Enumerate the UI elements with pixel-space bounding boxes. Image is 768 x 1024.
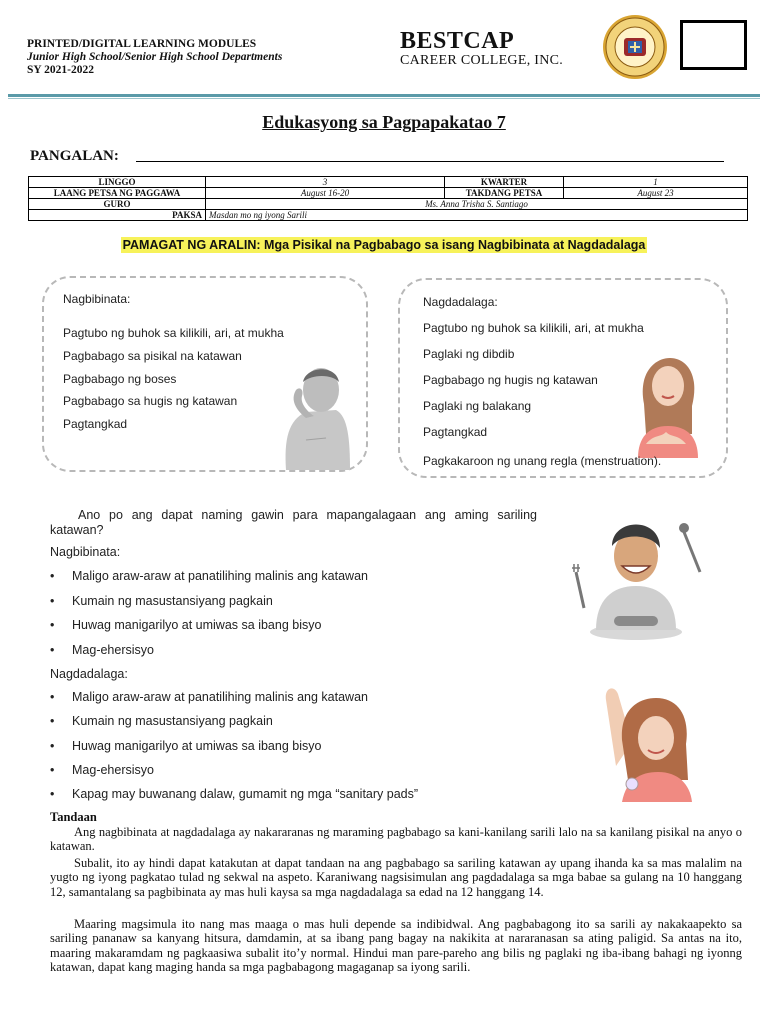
header-line-3: SY 2021-2022 — [27, 64, 94, 76]
tandaan-paragraph-2: Subalit, ito ay hindi dapat katakutan at dapat tandaan na ang pagbabago sa sariling katawan ay upang ihanda ka sa mas malalim na yugto ng iyong pagkatao tulad ng sekwal na aspeto. Karaniwang nagsisimulan ang pagdadalaga sa mga babae sa gulang na 10 hanggang 12, samantalang sa pagbibinata ay mas huli kaysa sa mga nagdadalaga sa edad na 12 hanggang 14. — [50, 856, 742, 899]
boy-scratching-illustration — [266, 360, 362, 470]
list-item-text: Mag-ehersisyo — [72, 643, 154, 657]
laang-value: August 16-20 — [206, 188, 445, 199]
kwarter-label: KWARTER — [445, 177, 564, 188]
list-item-text: Kapag may buwanang dalaw, gumamit ng mga “sanitary pads” — [72, 787, 419, 801]
list-item — [50, 714, 273, 728]
list-item-text: Maligo araw-araw at panatilihing malinis ang katawan — [72, 569, 368, 583]
takdang-value: August 23 — [564, 188, 748, 199]
name-blank-line[interactable] — [136, 161, 724, 162]
tandaan-heading: Tandaan — [50, 810, 97, 824]
girl-armpit-illustration — [592, 680, 702, 802]
list-item: Pagtangkad — [423, 425, 488, 439]
document-title: Edukasyong sa Pagpapakatao 7 — [262, 112, 506, 132]
girl-illustration — [620, 354, 716, 458]
school-seal-logo — [602, 14, 668, 80]
list-item-text: Kumain ng masustansiyang pagkain — [72, 594, 273, 608]
tandaan-paragraph-1: Ang nagbibinata at nagdadalaga ay nakararanas ng maraming pagbabago sa kani-kanilang sarili lalo na sa kanilang pisikal na anyo o katawan. — [50, 825, 742, 854]
bullet-icon: • — [50, 690, 55, 704]
list-item — [50, 787, 419, 801]
list-item: Pagbabago ng boses — [63, 372, 177, 386]
list-item — [50, 569, 368, 583]
list-item — [50, 690, 368, 704]
takdang-label: TAKDANG PETSA — [445, 188, 564, 199]
table-row — [29, 177, 748, 188]
care-boy-title: Nagbibinata: — [50, 545, 121, 559]
table-row — [29, 210, 748, 221]
brand-name: BESTCAP — [400, 28, 515, 54]
list-item-text: Mag-ehersisyo — [72, 763, 154, 777]
header-line-1: PRINTED/DIGITAL LEARNING MODULES — [27, 38, 257, 50]
list-item: Pagbabago sa pisikal na katawan — [63, 349, 242, 363]
header-rule — [8, 94, 760, 97]
lesson-title — [0, 236, 768, 254]
name-label: PANGALAN: — [30, 148, 119, 164]
brand-subtitle: CAREER COLLEGE, INC. — [400, 53, 564, 68]
brand-block — [400, 28, 563, 69]
list-item — [50, 643, 154, 657]
list-item — [50, 618, 322, 632]
bullet-icon: • — [50, 618, 55, 632]
list-item-text: Huwag manigarilyo at umiwas sa ibang bisyo — [72, 618, 322, 632]
header-line-2: Junior High School/Senior High School Departments — [27, 51, 283, 63]
school-header — [27, 38, 282, 77]
list-item: Pagkakaroon ng unang regla (menstruation). — [423, 454, 662, 468]
tandaan-paragraph-3: Maaring magsimula ito nang mas maaga o mas huli depende sa indibidwal. Ang pagbabagong ito sa sarili ay nakakaapekto sa sariling pananaw sa kanyang hitsura, damdamin, at sa ibang pang bagay na nakikita at nararanasan sa ating paligid. Sa antas na ito, maaring makaramdam ng pagkaasiwa subalit ito’y normal. Hindui man pare-pareho ang bilis ng paglaki ng iba-ibang bahagi ng iyonng katawan, dapat kang maging handa sa mga pagbabagong magaganap sa iyong sarili. — [50, 917, 742, 975]
list-item: Paglaki ng dibdib — [423, 347, 515, 361]
list-item — [50, 763, 154, 777]
care-question: Ano po ang dapat naming gawin para mapangalagaan ang aming sariling katawan? — [50, 508, 537, 537]
bullet-icon: • — [50, 569, 55, 583]
list-item: Pagbabago ng hugis ng katawan — [423, 373, 598, 387]
list-item-text: Maligo araw-araw at panatilihing malinis ang katawan — [72, 690, 368, 704]
guro-value: Ms. Anna Trisha S. Santiago — [206, 199, 748, 210]
lesson-title-text: PAMAGAT NG ARALIN: Mga Pisikal na Pagbabago sa isang Nagbibinata at Nagdadalaga — [122, 238, 646, 252]
bullet-icon: • — [50, 739, 55, 753]
bullet-icon: • — [50, 714, 55, 728]
bullet-icon: • — [50, 787, 55, 801]
list-item: Pagbabago sa hugis ng katawan — [63, 394, 238, 408]
empty-score-box — [680, 20, 747, 70]
header-rule-thin — [8, 98, 760, 99]
list-item — [50, 594, 273, 608]
laang-label: LAANG PETSA NG PAGGAWA — [29, 188, 206, 199]
list-item: Pagtangkad — [63, 417, 128, 431]
paksa-label: PAKSA — [29, 210, 206, 221]
lingo-value: 3 — [206, 177, 445, 188]
info-table — [28, 176, 748, 221]
paksa-value: Masdan mo ng iyong Sarili — [206, 210, 748, 221]
list-item: Paglaki ng balakang — [423, 399, 532, 413]
list-item-text: Kumain ng masustansiyang pagkain — [72, 714, 273, 728]
card-girl-title: Nagdadalaga: — [423, 295, 498, 309]
list-item: Pagtubo ng buhok sa kilikili, ari, at mukha — [63, 326, 284, 340]
table-row — [29, 188, 748, 199]
list-item-text: Huwag manigarilyo at umiwas sa ibang bisyo — [72, 739, 322, 753]
bullet-icon: • — [50, 643, 55, 657]
care-girl-title: Nagdadalaga: — [50, 667, 128, 681]
bullet-icon: • — [50, 763, 55, 777]
lingo-label: LINGGO — [29, 177, 206, 188]
bullet-icon: • — [50, 594, 55, 608]
list-item — [50, 739, 322, 753]
kwarter-value: 1 — [564, 177, 748, 188]
boy-eating-illustration — [556, 512, 716, 642]
list-item: Pagtubo ng buhok sa kilikili, ari, at mukha — [423, 321, 644, 335]
guro-label: GURO — [29, 199, 206, 210]
table-row — [29, 199, 748, 210]
card-boy-title: Nagbibinata: — [63, 292, 131, 306]
